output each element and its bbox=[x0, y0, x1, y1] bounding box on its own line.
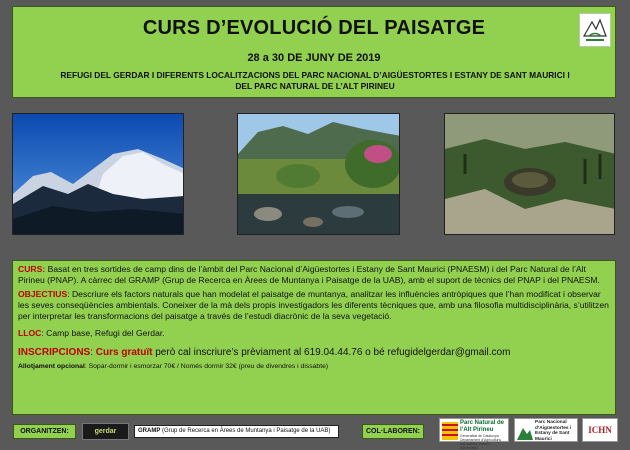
gramp-credit bbox=[134, 425, 339, 438]
curs-section bbox=[18, 264, 610, 286]
gramp-description: (Grup de Recerca en Àrees de Muntanya i Paisatge de la UAB) bbox=[160, 428, 331, 434]
course-info-panel bbox=[12, 260, 616, 415]
inscripcions-text: però cal inscriure’s prèviament al 619.04.44.76 o bé refugidelgerdar@gmail.com bbox=[152, 347, 511, 358]
curs-text: Basat en tres sortides de camp dins de l’àmbit del Parc Nacional d’Aigüestortes i Estany de Sant Maurici (PNAESM) i del Parc Natural de l’Alt Pirineu (PNAP). A càrrec del GRAMP (Grup de Recerca en Àrees de Muntanya i Paisatge de la UAB), amb el suport de tècnics del PNAP i del PNAESM. bbox=[18, 264, 600, 285]
course-location: REFUGI DEL GERDAR I DIFERENTS LOCALITZACIONS DEL PARC NACIONAL D’AIGÜESTORTES I ESTANY DE SANT MAURICI I DEL PARC NATURAL DE L’ALT PIRINEU bbox=[60, 70, 570, 91]
allotjament-text: : Sopar-dormir i esmorzar 70€ / Només dormir 32€ (preu de divendres i dissabte) bbox=[84, 363, 329, 370]
ichn-logo: ICHN bbox=[582, 418, 618, 442]
free-course-label: Curs gratuït bbox=[95, 347, 153, 358]
mountain-emblem-icon bbox=[517, 422, 533, 440]
lloc-text: : Camp base, Refugi del Gerdar. bbox=[41, 328, 165, 338]
course-title: CURS D’EVOLUCIÓ DEL PAISATGE bbox=[142, 17, 486, 39]
alt-pirineu-park-name: Parc Natural de l’Alt Pirineu bbox=[460, 420, 505, 433]
mountain-peaks-photo bbox=[12, 113, 184, 235]
inscripcions-colon: : bbox=[90, 347, 96, 358]
lloc-label: LLOC bbox=[18, 328, 42, 338]
curs-label: CURS: bbox=[18, 264, 46, 274]
allotjament-label: Allotjament opcional bbox=[18, 363, 85, 370]
objectius-label: OBJECTIUS bbox=[18, 289, 68, 299]
allotjament-section bbox=[18, 362, 610, 371]
objectius-section bbox=[18, 289, 610, 322]
aiguestortes-park-name: Parc Nacional d’Aigüestortes i Estany de Sant Maurici bbox=[535, 420, 572, 442]
catalonia-flag-icon bbox=[442, 422, 458, 440]
course-dates: 28 a 30 DE JUNY DE 2019 bbox=[247, 52, 381, 64]
aiguestortes-park-logo bbox=[514, 418, 578, 442]
gramp-name: GRAMP bbox=[138, 428, 161, 434]
refugi-logo bbox=[579, 13, 611, 47]
course-header bbox=[12, 6, 616, 98]
objectius-text: : Descriure els factors naturals que han modelat el paisatge de muntanya, analitzar les influències antròpiques que l’han modificat i observar les seves conseqüències ambientals. Coneixer de la mà dels propis investigadors les diferents tècniques que, amb una filosofia multidisciplinària, s’utilitzen per interpretar les transformacions del paisatge a través de l’estudi diacrònic de la seva vegetació. bbox=[18, 289, 609, 321]
gerdar-logo: gerdar bbox=[82, 423, 129, 440]
alt-pirineu-park-logo bbox=[439, 418, 509, 450]
alt-pirineu-park-subtitle: Generalitat de Catalunya · Departament d’Agricultura, Ramaderia, Pesca i Alimentació bbox=[460, 434, 502, 450]
alpine-lake-photo bbox=[444, 113, 615, 235]
inscripcions-section bbox=[18, 346, 610, 359]
inscripcions-label: INSCRIPCIONS bbox=[18, 347, 91, 358]
organitzen-label: ORGANITZEN: bbox=[13, 424, 76, 439]
colaboren-label: COL·LABOREN: bbox=[362, 424, 424, 439]
lloc-section bbox=[18, 328, 610, 339]
mountain-stream-photo bbox=[237, 113, 400, 235]
